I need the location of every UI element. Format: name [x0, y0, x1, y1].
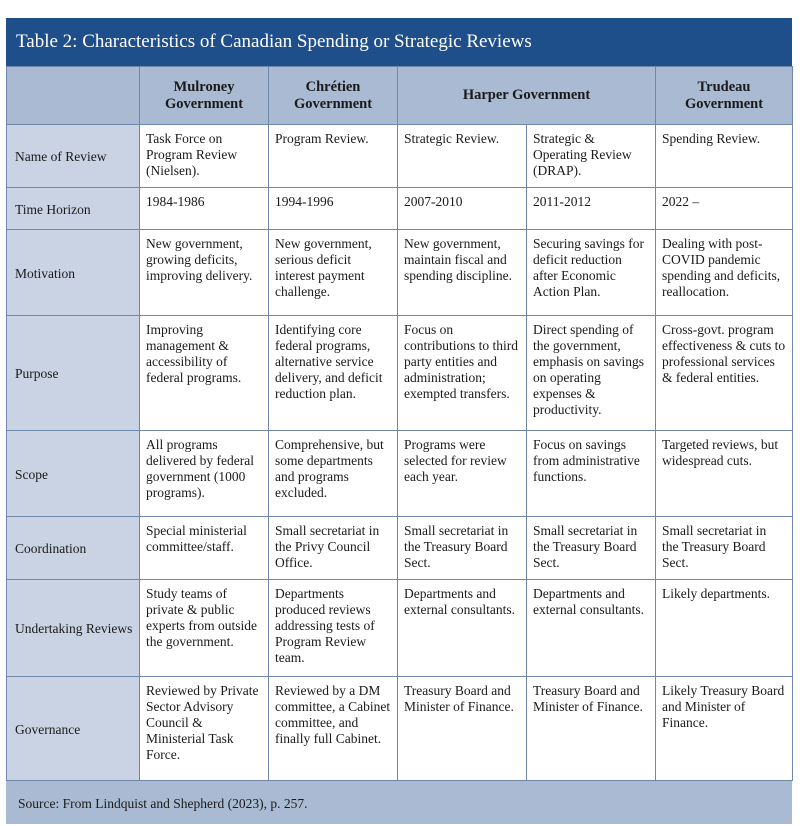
table-cell: Small secretariat in the Treasury Board Sect.	[656, 517, 793, 580]
table-cell: Targeted reviews, but widespread cuts.	[656, 431, 793, 517]
table-cell: Task Force on Program Review (Nielsen).	[140, 125, 269, 188]
table-cell: Treasury Board and Minister of Finance.	[527, 677, 656, 781]
row-label: Undertaking Reviews	[7, 580, 140, 677]
table-cell: All programs delivered by federal government (1000 programs).	[140, 431, 269, 517]
source-note: Source: From Lindquist and Shepherd (2023), p. 257.	[18, 796, 308, 811]
header-corner	[7, 67, 140, 125]
table-cell: 2007-2010	[398, 188, 527, 230]
table-cell: Focus on savings from administrative functions.	[527, 431, 656, 517]
table-cell: New government, serious deficit interest payment challenge.	[269, 230, 398, 316]
table-cell: Reviewed by a DM committee, a Cabinet committee, and finally full Cabinet.	[269, 677, 398, 781]
header-harper: Harper Government	[398, 67, 656, 125]
header-row	[7, 67, 793, 125]
table-cell: Identifying core federal programs, alternative service delivery, and deficit reduction plan.	[269, 316, 398, 431]
table-cell: Special ministerial committee/staff.	[140, 517, 269, 580]
reviews-table	[6, 66, 793, 781]
table-row	[7, 431, 793, 517]
table-cell: Departments and external consultants.	[527, 580, 656, 677]
table-row	[7, 517, 793, 580]
row-label: Scope	[7, 431, 140, 517]
table-cell: Improving management & accessibility of federal programs.	[140, 316, 269, 431]
table-cell: Departments produced reviews addressing tests of Program Review team.	[269, 580, 398, 677]
row-label: Coordination	[7, 517, 140, 580]
table-cell: Direct spending of the government, emphasis on savings on operating expenses & productivity.	[527, 316, 656, 431]
table-cell: Strategic Review.	[398, 125, 527, 188]
row-label: Governance	[7, 677, 140, 781]
table-cell: Focus on contributions to third party entities and administration; exempted transfers.	[398, 316, 527, 431]
table-row	[7, 188, 793, 230]
table-cell: Program Review.	[269, 125, 398, 188]
table-cell: Dealing with post-COVID pandemic spending and deficits, reallocation.	[656, 230, 793, 316]
table-cell: New government, growing deficits, improving delivery.	[140, 230, 269, 316]
table-cell: Reviewed by Private Sector Advisory Council & Ministerial Task Force.	[140, 677, 269, 781]
table-cell: Programs were selected for review each year.	[398, 431, 527, 517]
table-row	[7, 316, 793, 431]
header-mulroney: Mulroney Government	[140, 67, 269, 125]
table-cell: Study teams of private & public experts from outside the government.	[140, 580, 269, 677]
table-cell: Likely departments.	[656, 580, 793, 677]
table-title: Table 2: Characteristics of Canadian Spending or Strategic Reviews	[6, 18, 792, 66]
table-cell: Departments and external consultants.	[398, 580, 527, 677]
table-cell: 1994-1996	[269, 188, 398, 230]
row-label: Purpose	[7, 316, 140, 431]
table-cell: Spending Review.	[656, 125, 793, 188]
header-trudeau: Trudeau Government	[656, 67, 793, 125]
table-cell: Small secretariat in the Privy Council Office.	[269, 517, 398, 580]
table-cell: 1984-1986	[140, 188, 269, 230]
row-label: Time Horizon	[7, 188, 140, 230]
row-label: Name of Review	[7, 125, 140, 188]
table-row	[7, 677, 793, 781]
table-row	[7, 125, 793, 188]
table-cell: Cross-govt. program effectiveness & cuts to professional services & federal entities.	[656, 316, 793, 431]
table-cell: Likely Treasury Board and Minister of Finance.	[656, 677, 793, 781]
table-cell: Treasury Board and Minister of Finance.	[398, 677, 527, 781]
table-row	[7, 230, 793, 316]
table-cell: Strategic & Operating Review (DRAP).	[527, 125, 656, 188]
table-cell: Securing savings for deficit reduction after Economic Action Plan.	[527, 230, 656, 316]
table-cell: 2011-2012	[527, 188, 656, 230]
table-cell: 2022 –	[656, 188, 793, 230]
table-row	[7, 580, 793, 677]
table-frame	[6, 18, 792, 824]
table-cell: Small secretariat in the Treasury Board Sect.	[527, 517, 656, 580]
row-label: Motivation	[7, 230, 140, 316]
table-cell: New government, maintain fiscal and spending discipline.	[398, 230, 527, 316]
table-cell: Small secretariat in the Treasury Board Sect.	[398, 517, 527, 580]
table-cell: Comprehensive, but some departments and programs excluded.	[269, 431, 398, 517]
header-chretien: Chrétien Government	[269, 67, 398, 125]
